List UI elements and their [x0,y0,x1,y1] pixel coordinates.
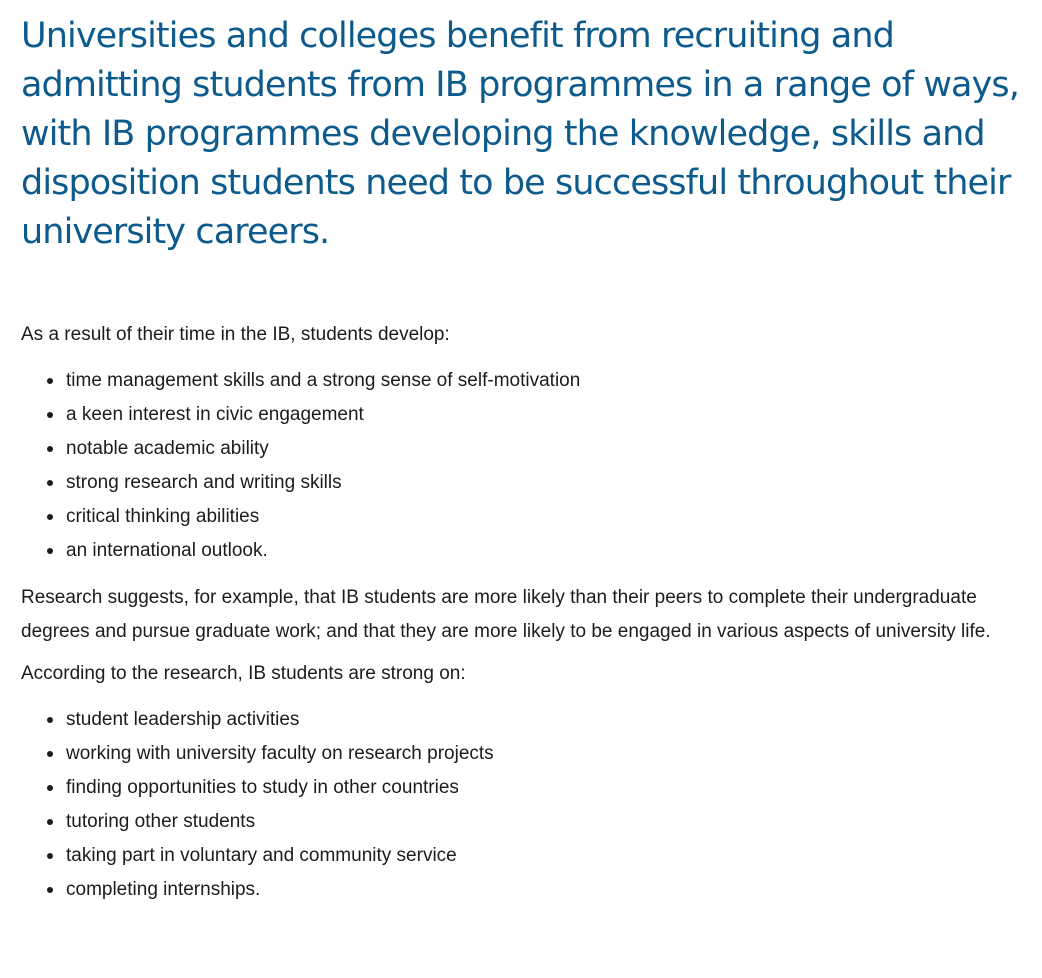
list-item [66,432,1036,466]
list-item [66,737,1036,771]
list-item-text: a keen interest in civic engagement [66,404,364,425]
list-item-text: an international outlook. [66,540,268,561]
list-item-text: critical thinking abilities [66,506,260,527]
list-item-text: taking part in voluntary and community service [66,845,457,866]
research-paragraph: Research suggests, for example, that IB students are more likely than their peers to complete their undergraduate degrees and pursue graduate work; and that they are more likely to be engaged in various aspects of university life. [21,587,991,642]
list-item-text: notable academic ability [66,438,269,459]
list-item-text: finding opportunities to study in other countries [66,777,459,798]
list-item [66,839,1036,873]
bullet-icon [47,717,53,723]
list-item [66,873,1036,907]
bullet-icon [47,751,53,757]
lead-heading: Universities and colleges benefit from recruiting and admitting students from IB programmes in a range of ways, with IB programmes developing the knowledge, skills and disposition students need to be successful throughout their university careers. [21,16,1019,252]
list-item-text: tutoring other students [66,811,256,832]
bullet-icon [47,412,53,418]
list-item [66,703,1036,737]
list-item-text: time management skills and a strong sense of self-motivation [66,370,581,391]
list-item-text: working with university faculty on research projects [66,743,494,764]
intro-strong-text: According to the research, IB students are strong on: [21,663,466,684]
bullet-icon [47,887,53,893]
list-item [66,534,1036,568]
bullet-icon [47,480,53,486]
list-item [66,364,1036,398]
bullet-icon [47,785,53,791]
intro-develop-text: As a result of their time in the IB, students develop: [21,324,450,345]
bullet-icon [47,378,53,384]
article-content [21,12,1036,907]
list-item [66,771,1036,805]
bullet-icon [47,446,53,452]
list-item-text: student leadership activities [66,709,300,730]
list-item [66,805,1036,839]
list-item-text: completing internships. [66,879,261,900]
list-item-text: strong research and writing skills [66,472,342,493]
list-item [66,398,1036,432]
develop-list [21,364,1036,568]
bullet-icon [47,514,53,520]
list-item [66,466,1036,500]
bullet-icon [47,819,53,825]
list-item [66,500,1036,534]
bullet-icon [47,548,53,554]
strong-list [21,703,1036,907]
bullet-icon [47,853,53,859]
